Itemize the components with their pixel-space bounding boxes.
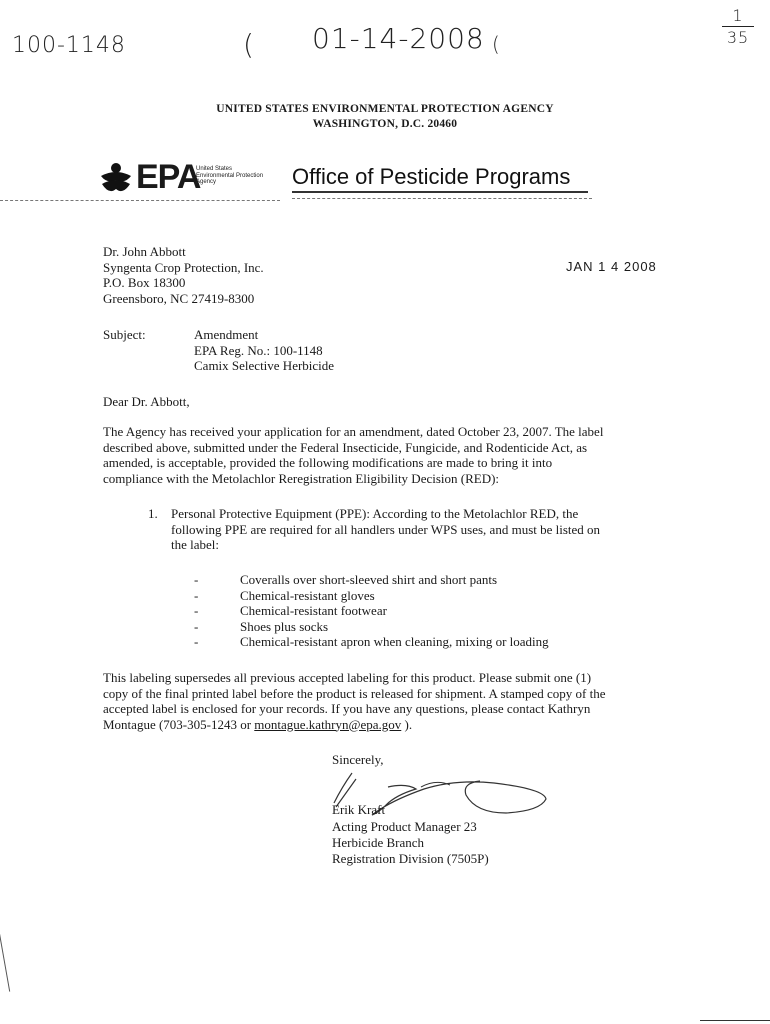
paragraph-line: This labeling supersedes all previous accepted labeling for this product. Please submit one (1) <box>103 670 592 685</box>
signer-branch: Herbicide Branch <box>332 835 425 850</box>
subject-line: Amendment <box>194 327 259 342</box>
ppe-bullet: - <box>194 587 199 603</box>
fraction-bar <box>722 26 754 27</box>
scan-artifact-rule <box>700 1020 770 1021</box>
contact-prefix: Montague (703-305-1243 or <box>103 716 255 732</box>
agency-name: UNITED STATES ENVIRONMENTAL PROTECTION AGENCY <box>216 103 554 115</box>
paragraph-line: described above, submitted under the Federal Insecticide, Fungicide, and Rodenticide Act, as <box>103 439 588 455</box>
handwritten-paren-right: ( <box>492 32 501 56</box>
fraction-top: 1 <box>732 6 744 25</box>
paragraph-line: compliance with the Metolachlor Reregistration Eligibility Decision (RED): <box>103 470 500 486</box>
contact-suffix: ). <box>401 716 413 732</box>
recipient-name: Dr. John Abbott <box>103 244 186 259</box>
date-stamp: JAN 1 4 2008 <box>566 259 657 274</box>
handwritten-reg-number: 100-1148 <box>12 33 126 58</box>
signer-title: Acting Product Manager 23 <box>332 819 477 834</box>
contact-email-link[interactable]: montague.kathryn@epa.gov <box>254 716 402 732</box>
ppe-list <box>240 572 549 650</box>
epa-subtitle-line: Environmental Protection <box>196 172 264 179</box>
epa-subtitle-line: United States <box>196 166 233 172</box>
ppe-item: Shoes plus socks <box>240 618 329 634</box>
epa-subtitle <box>196 166 263 186</box>
header-dashed-rule-right <box>292 198 592 199</box>
office-title-rule <box>292 191 588 193</box>
ppe-bullet: - <box>194 572 199 587</box>
item-1-line: Personal Protective Equipment (PPE): According to the Metolachlor RED, the <box>171 506 579 521</box>
signer-division: Registration Division (7505P) <box>332 851 489 866</box>
paragraph-2 <box>103 670 663 732</box>
subject-lines <box>194 327 334 374</box>
ppe-bullet: - <box>194 618 199 634</box>
handwritten-page-fraction <box>722 6 754 47</box>
signer-name: Erik Kraft <box>332 802 386 817</box>
ppe-item: Chemical-resistant apron when cleaning, mixing or loading <box>240 634 549 649</box>
header-dashed-rule-left <box>0 200 280 201</box>
handwritten-date: 01-14-2008 <box>312 22 485 55</box>
recipient-company: Syngenta Crop Protection, Inc. <box>103 259 264 275</box>
paragraph-line: copy of the final printed label before the product is released for shipment. A stamped copy of the <box>103 685 606 701</box>
recipient-po-box: P.O. Box 18300 <box>103 275 186 290</box>
paragraph-1 <box>103 424 663 486</box>
paragraph-line: accepted label is enclosed for your records. If you have any questions, please contact Kathryn <box>103 701 591 716</box>
paragraph-line: The Agency has received your application for an amendment, dated October 23, 2007. The label <box>103 424 604 439</box>
subject-line: EPA Reg. No.: 100-1148 <box>194 342 323 358</box>
closing-sincerely: Sincerely, <box>332 752 384 767</box>
recipient-address <box>103 244 264 306</box>
ppe-item: Chemical-resistant gloves <box>240 587 375 603</box>
subject-line: Camix Selective Herbicide <box>194 358 335 373</box>
paragraph-line: amended, is acceptable, provided the following modifications are made to bring it into <box>103 455 553 470</box>
item-1-number: 1. <box>148 506 158 521</box>
subject-label: Subject: <box>103 327 146 342</box>
item-1-line: following PPE are required for all handlers under WPS uses, and must be listed on <box>171 521 601 537</box>
epa-subtitle-line: Agency <box>196 179 217 185</box>
scan-artifact-line <box>0 932 10 991</box>
ppe-bullets <box>194 572 198 650</box>
epa-logo <box>99 162 133 201</box>
agency-address: WASHINGTON, D.C. 20460 <box>312 118 458 130</box>
paragraph-last-line <box>103 717 663 733</box>
ppe-item: Chemical-resistant footwear <box>240 603 387 618</box>
salutation: Dear Dr. Abbott, <box>103 394 190 409</box>
ppe-item: Coveralls over short-sleeved shirt and short pants <box>240 572 498 587</box>
item-1-text <box>171 506 651 553</box>
recipient-city: Greensboro, NC 27419-8300 <box>103 290 255 306</box>
epa-flower-icon <box>99 162 133 196</box>
office-title: Office of Pesticide Programs <box>292 164 571 189</box>
ppe-bullet: - <box>194 603 199 618</box>
ppe-bullet: - <box>194 634 199 649</box>
item-1-line: the label: <box>171 537 220 552</box>
fraction-bottom: 35 <box>726 28 750 47</box>
handwritten-paren-left: ( <box>243 28 255 61</box>
epa-wordmark: EPA <box>136 158 201 196</box>
